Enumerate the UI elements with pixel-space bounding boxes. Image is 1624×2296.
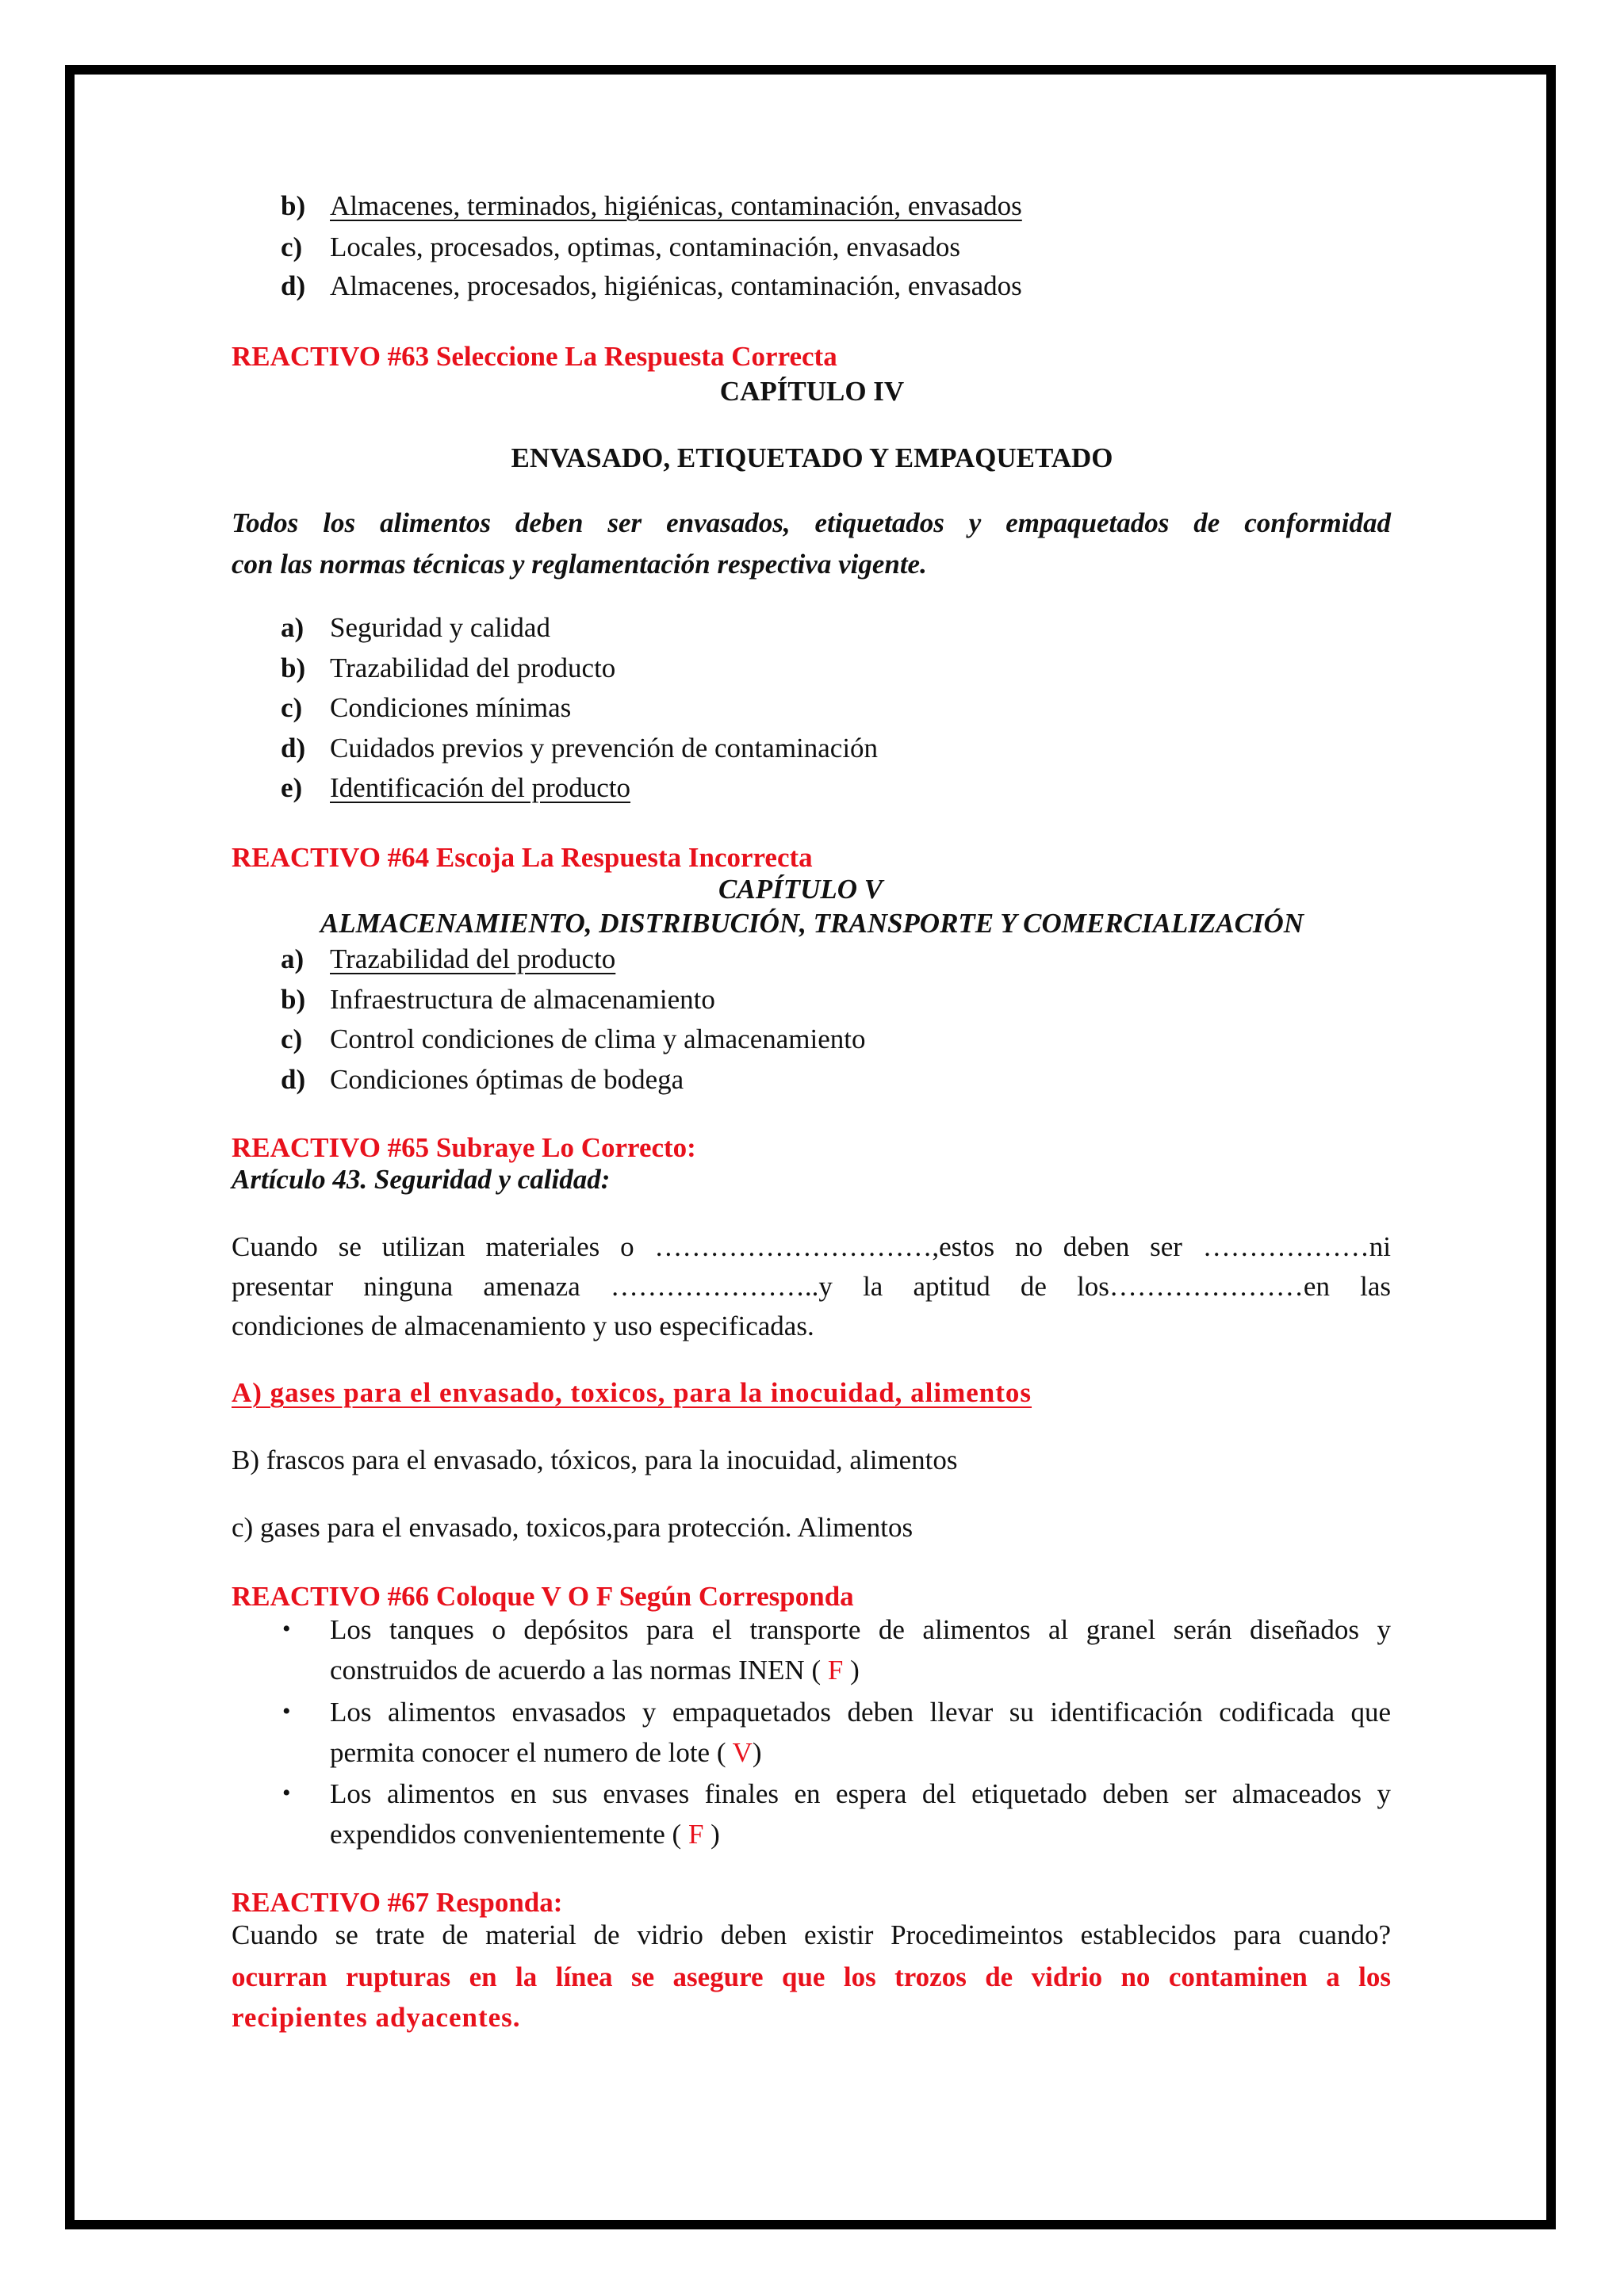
option-text: Cuidados previos y prevención de contaminación bbox=[330, 733, 879, 763]
close-paren: ) bbox=[752, 1737, 762, 1768]
answer-mark: F bbox=[681, 1819, 711, 1850]
reactivo-66-heading: REACTIVO #66 Coloque V O F Según Corresponda bbox=[232, 1581, 854, 1612]
answer-line: recipientes adyacentes. bbox=[232, 2002, 521, 2033]
chapter-title: ALMACENAMIENTO, DISTRIBUCIÓN, TRANSPORTE Y COMERCIALIZACIÓN bbox=[320, 908, 1304, 939]
statement-line bbox=[330, 1817, 720, 1852]
option-letter: a) bbox=[281, 943, 304, 974]
answer-option-c: c) gases para el envasado, toxicos,para protección. Alimentos bbox=[232, 1512, 914, 1543]
statement-line bbox=[330, 1653, 860, 1688]
option-letter: b) bbox=[281, 984, 306, 1015]
statement-line: Todos los alimentos deben ser envasados, etiquetados y empaquetados de conformidad bbox=[232, 507, 1391, 538]
option-letter: c) bbox=[281, 692, 303, 723]
question-line: Cuando se trate de material de vidrio deben existir Procedimeintos establecidos para cuando? bbox=[232, 1919, 1391, 1950]
option-text: Control condiciones de clima y almacenamiento bbox=[330, 1024, 866, 1054]
close-paren: ) bbox=[710, 1819, 720, 1850]
reactivo-64-heading: REACTIVO #64 Escoja La Respuesta Incorrecta bbox=[232, 842, 813, 873]
reactivo-63-heading: REACTIVO #63 Seleccione La Respuesta Correcta bbox=[232, 341, 837, 372]
reactivo-67-heading: REACTIVO #67 Responda: bbox=[232, 1887, 563, 1918]
bullet: • bbox=[282, 1780, 291, 1806]
option-letter: c) bbox=[281, 1024, 303, 1054]
bullet: • bbox=[282, 1616, 291, 1642]
option-text: Condiciones óptimas de bodega bbox=[330, 1064, 684, 1095]
statement-line: con las normas técnicas y reglamentación respectiva vigente. bbox=[232, 549, 927, 580]
option-letter: c) bbox=[281, 232, 303, 262]
option-letter: b) bbox=[281, 652, 306, 683]
answer-option-b: B) frascos para el envasado, tóxicos, para la inocuidad, alimentos bbox=[232, 1445, 958, 1475]
paragraph-line: Cuando se utilizan materiales o …………………………,estos no deben ser ………………ni bbox=[232, 1231, 1391, 1262]
paragraph-line: condiciones de almacenamiento y uso especificadas. bbox=[232, 1311, 814, 1341]
option-letter: b) bbox=[281, 190, 306, 221]
answer-option-a: A) gases para el envasado, toxicos, para la inocuidad, alimentos bbox=[232, 1377, 1032, 1408]
option-text: Trazabilidad del producto bbox=[330, 652, 616, 683]
option-letter: d) bbox=[281, 733, 306, 763]
option-text-selected: Almacenes, terminados, higiénicas, contaminación, envasados bbox=[330, 190, 1022, 221]
option-letter: e) bbox=[281, 772, 303, 803]
bullet: • bbox=[282, 1698, 291, 1724]
answer-mark: V bbox=[726, 1737, 753, 1768]
answer-line: ocurran rupturas en la línea se asegure que los trozos de vidrio no contaminen a los bbox=[232, 1961, 1391, 1992]
statement-line bbox=[330, 1735, 762, 1770]
option-letter: d) bbox=[281, 270, 306, 301]
option-text-selected: Identificación del producto bbox=[330, 772, 631, 803]
chapter-heading: CAPÍTULO V bbox=[718, 874, 883, 905]
chapter-title: ENVASADO, ETIQUETADO Y EMPAQUETADO bbox=[511, 442, 1113, 473]
paragraph-line: presentar ninguna amenaza …………………..y la aptitud de los…………………en las bbox=[232, 1271, 1391, 1302]
option-letter: a) bbox=[281, 612, 304, 643]
statement-text: expendidos convenientemente ( bbox=[330, 1819, 682, 1850]
statement-line: Los alimentos en sus envases finales en espera del etiquetado deben ser almaceados y bbox=[330, 1778, 1391, 1809]
option-text: Infraestructura de almacenamiento bbox=[330, 984, 715, 1015]
statement-line: Los alimentos envasados y empaquetados deben llevar su identificación codificada que bbox=[330, 1697, 1391, 1728]
article-title: Artículo 43. Seguridad y calidad: bbox=[232, 1164, 611, 1195]
option-text: Almacenes, procesados, higiénicas, contaminación, envasados bbox=[330, 270, 1022, 301]
option-text: Condiciones mínimas bbox=[330, 692, 572, 723]
answer-mark: F bbox=[821, 1655, 851, 1686]
option-text-selected: Trazabilidad del producto bbox=[330, 943, 616, 974]
option-text: Seguridad y calidad bbox=[330, 612, 550, 643]
reactivo-65-heading: REACTIVO #65 Subraye Lo Correcto: bbox=[232, 1132, 696, 1163]
statement-text: permita conocer el numero de lote ( bbox=[330, 1737, 726, 1768]
statement-line: Los tanques o depósitos para el transporte de alimentos al granel serán diseñados y bbox=[330, 1614, 1391, 1645]
statement-text: construidos de acuerdo a las normas INEN ( bbox=[330, 1655, 822, 1686]
option-text: Locales, procesados, optimas, contaminación, envasados bbox=[330, 232, 961, 262]
chapter-heading: CAPÍTULO IV bbox=[719, 376, 905, 407]
option-letter: d) bbox=[281, 1064, 306, 1095]
close-paren: ) bbox=[850, 1655, 860, 1686]
